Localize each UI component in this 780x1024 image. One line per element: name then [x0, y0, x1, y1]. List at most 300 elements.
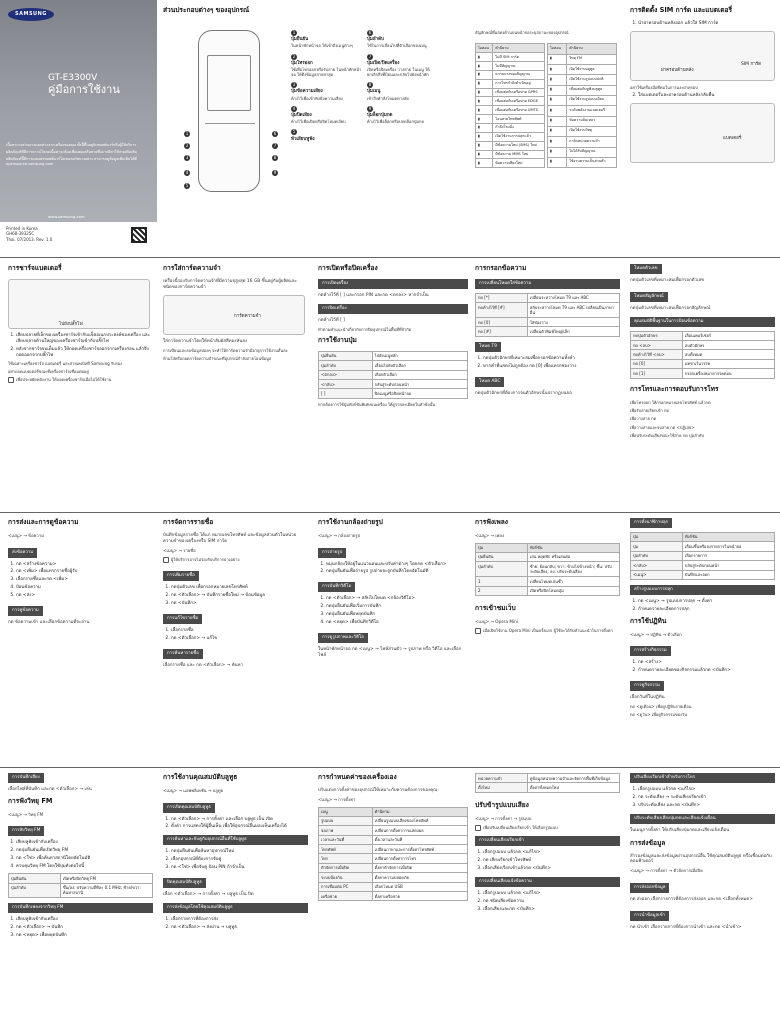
text: 3. กด <ใช่> เพื่อจับคู่ ป้อน PIN ถ้าจำเป็น [171, 865, 308, 871]
text: 1. กด <เมนู> → รูปแบบการปลุก → ตั้งค่า [638, 599, 775, 605]
section-bar: การส่งออกข้อมูล [630, 883, 669, 893]
callout-number: 5 [185, 183, 189, 188]
cover-model: GT-E3300V [48, 73, 98, 83]
text: กด นำเข้า เลือกรายการที่ต้องการนำเข้า และกด <นำเข้า> [630, 924, 742, 930]
text: <เมนู> → Opera Mini [475, 618, 518, 624]
text: โทรศัพท์ [319, 845, 373, 854]
text: 1. กดปุ่มตัวอักษรที่เหมาะสมเพื่อกรอกข้อความทั้งคำ [483, 356, 620, 362]
text: ตั้งค่าเครือข่าย [372, 892, 467, 901]
part-desc: ค้างไว้เพื่อล็อกหรือปลดล็อกปุ่มกด [367, 119, 425, 125]
section-bar: การดูข้อความ [8, 606, 43, 616]
text: มีข้อความ MMS ใหม่ [493, 150, 545, 159]
transfer-title: การส่งข้อมูล [630, 838, 666, 847]
power-on-bar: การเปิดเครื่อง [318, 279, 468, 289]
text: 1. หมุนกล้องให้อยู่ในแนวนอนและปรับค่าต่างๆ โดยกด <ตัวเลือก> [326, 562, 468, 568]
text: ระดับพลังงานแบตเตอรี่ [567, 106, 617, 116]
cover-note: เนื้อหาบางส่วนอาจแตกต่างจากเครื่องของคุณ ทั้งนี้ขึ้นอยู่กับซอฟต์แวร์หรือผู้ให้บริการ [6, 143, 137, 147]
printed-in: Printed in Korea [6, 226, 38, 231]
text: 3. กด <ใช่> เพื่อค้นหาสถานีโดยอัตโนมัติ [16, 856, 153, 862]
text: เล่น หยุดพัก หรือเล่นต่อ [527, 552, 619, 561]
callout-number: 3 [185, 155, 189, 160]
text: หน่วยความจำ [476, 774, 528, 783]
sim-title: การติดตั้ง SIM การ์ด และแบตเตอรี่ [630, 6, 733, 14]
text: กดค้างไว้ที่ [ ] และกรอก PIN และกด <ตกลง> หากจำเป็น [318, 292, 429, 298]
messages-section [8, 518, 150, 629]
qr-code-icon [131, 227, 147, 243]
text: กดค้างไว้ที่ [ ] [318, 317, 345, 323]
text: ไอคอน [476, 44, 493, 53]
manual-cover [0, 0, 157, 253]
charge-title: การชาร์จแบตเตอรี่ [8, 264, 62, 272]
text: <ตกลง> [319, 370, 373, 379]
callout-number: 5 [292, 129, 296, 135]
text: เลือกตัวเลือก [372, 370, 467, 379]
text: เลือกไฟล์ที่บันทึก และกด <ตัวเลือก> → เล่น [8, 786, 92, 792]
text: ระบบป้องกัน [319, 873, 373, 882]
card-figure [163, 295, 305, 335]
calls-title: การโทรและการตอบรับการโทร [630, 384, 719, 393]
text: 2. หลังจากชาร์จจนเต็มแล้ว ให้ถอดเครื่องชาร์จออกจากเครื่องก่อน แล้วจึงถอดออกจากปลั๊กไฟ [16, 347, 150, 359]
cover-print-info [0, 222, 157, 253]
text: <เมนู> → ข้อความ [8, 532, 44, 538]
input-basics-section [630, 264, 775, 441]
text: ความแรงของสัญญาณ [493, 70, 545, 79]
text: การโทรกำลังดำเนินอยู่ [493, 79, 545, 88]
text: คำนิยาม [567, 44, 617, 54]
text: 1. กด <สร้าง> [638, 660, 775, 666]
callout-number: 4 [292, 105, 296, 111]
memory-table [475, 773, 620, 793]
text: ไอคอน [548, 44, 567, 54]
text: ขึ้น/ลง: ปรับความถี่ทีละ 0.1 MHz; ซ้าย/ขวา: ค้นหาสถานี [60, 883, 152, 898]
text: <เมนู> → รายชื่อ [163, 547, 196, 553]
text: กดปุ่มตัวอักษรที่ต้องการจนตัวอักษรนั้นปรากฏบนจอ [475, 390, 572, 396]
text: ฟังก์ชัน [682, 532, 774, 541]
text: จอภาพ [319, 826, 373, 835]
text: สำรองข้อมูลและส่งข้อมูลผ่านอุปกรณ์อื่น ใช้คุณสมบัติบลูทูธ หรือเชื่อมต่อกับคอมพิวเตอร์ [630, 853, 772, 865]
text: ปรับแต่งการตั้งค่าของอุปกรณ์ให้เหมาะกับความต้องการของคุณ [318, 787, 438, 793]
callout-number: 2 [292, 53, 296, 59]
status-icons-section [475, 30, 617, 168]
section-bar: การถ่ายรูป [318, 548, 346, 558]
callout-number: 9 [273, 170, 277, 175]
section-bar: การบันทึกเสียง [8, 773, 44, 783]
text: ทำตามคำแนะนำเกี่ยวกับการปิดอุปกรณ์ในพื้นที่ที่จำกัด [318, 326, 412, 332]
fig-label: SIM การ์ด [741, 61, 762, 67]
part-desc: ในหน้าพักหน้าจอ ให้เข้าถึงเมนูต่างๆ [291, 43, 353, 49]
text: [ ] [319, 389, 373, 398]
part-name: ปุ่มข้อความเสียง [291, 89, 323, 95]
text: ตั้งค่าตัวจัดการเมื่อปิด [372, 863, 467, 872]
text: ห้ามใส่หรือถอดการ์ดความจำขณะที่อุปกรณ์กำลังถ่ายโอนข้อมูล [163, 356, 272, 362]
text: กด ส่งออก เลือกรายการที่ต้องการส่งออก และกด <เลือกทั้งหมด> [630, 897, 753, 902]
part-name: ปุ่มยืนยัน [291, 37, 309, 43]
text: 2. กด <ตัวเลือก> → แก้ไข [171, 636, 305, 642]
text: เปิดใช้งานบลูทูธ [567, 65, 617, 75]
text: 2. กด เสียงเรียกเข้าโทรศัพท์ [483, 858, 620, 864]
text: ใส่การ์ดความจำโดยให้หน้าสัมผัสสีทองหันลง [163, 338, 248, 344]
text: เลือกรายชื่อ และ กด <ตัวเลือก> → ค้นหา [163, 662, 244, 668]
text: 3. เลือกเสียงและกด <บันทึก> [483, 907, 620, 913]
text: ไม่มี SIM การ์ด [493, 53, 545, 62]
data-transfer-section [630, 773, 775, 934]
part-desc: ค้างไว้เพื่อเปิดหรือปิดโหมดเงียบ [291, 119, 346, 125]
text: 2. ตั้งค่า การแสดงให้ผู้อื่นเห็น เพื่อให้อุปกรณ์อื่นมองเห็นเครื่องได้ [171, 824, 308, 830]
fig-label: แบตเตอรี่ [723, 136, 742, 142]
text: เมื่อเปิดใช้งาน Opera Mini เป็นครั้งแรก ผู้ใช้จะได้รับคำแนะนำในการตั้งค่า [483, 628, 613, 634]
text: 2. กำหนดรายละเอียดของกิจกรรมแล้วกด <บันทึก> [638, 668, 775, 674]
phone-keypad [205, 123, 255, 185]
text: 3. ปรับระดับเสียง และกด <บันทึก> [638, 803, 775, 809]
text: การเขียนและลบข้อมูลบ่อยๆ จะทำให้การ์ดความจำมีอายุการใช้งานสั้นลง [163, 347, 288, 353]
text: <เมนู> → แอพพลิเคชัน → บลูทูธ [163, 787, 224, 793]
section-bar: ปรับระดับเสียงเสียงปุ่มกดและเสียงแจ้งเตือน [630, 814, 775, 824]
note: ใช้เฉพาะเครื่องชาร์จ แบตเตอรี่ และสายเคเบิลที่ Samsung รับรอง [8, 360, 123, 366]
text: <เมนู> → เพลง [475, 532, 505, 538]
text: 1. กด <ตัวเลือก> → สลับไปโหมด <กล้องวิดีโอ> [326, 596, 468, 602]
section-bar: การนำข้อมูลเข้า [630, 911, 669, 921]
text: รูปแบบ [319, 816, 373, 825]
text: เปิดใช้งานการปลุกแล้ว [493, 132, 545, 141]
bluetooth-title: การใช้งานคุณสมบัติบลูทูธ [163, 773, 238, 781]
callout-number: 1 [185, 131, 189, 136]
text: ปุ่ม [631, 532, 683, 541]
section-bar: การเปลี่ยนเสียงเรียกเข้า [475, 836, 620, 846]
section-bar: การดูกิจกรรม [630, 681, 664, 691]
text: ซ้าย: ย้อนกลับ; ขวา: ข้ามไปข้างหน้า; ขึ้น: ปรับระดับเสียง; ลง: ปรับระดับเสียง [527, 562, 619, 577]
part-name: หัวเสียบหูฟัง [291, 136, 315, 142]
text: ปุ่ม [631, 542, 683, 551]
part-desc: เข้าถึงคำสั่งโหมดทางลัด [367, 95, 409, 101]
text: 2. กดปุ่มยืนยันเพื่อเริ่มการบันทึก [326, 604, 468, 610]
text: บันทึกข้อมูลรายชื่อ ได้แก่ หมายเลขโทรศัพท์ และข้อมูลส่วนตัวในหน่วยความจำของเครื่องหรือ SIM การ์ด [163, 532, 297, 544]
text: ข้อความเสียงใหม่ [493, 159, 545, 168]
sim-figure [630, 31, 775, 81]
text: ไม่มีสัญญาณ [493, 62, 545, 71]
section-bar: การเปลี่ยนโหมดใส่ข้อความ [475, 279, 620, 289]
phone-screen [207, 55, 251, 111]
text-input-section [475, 264, 620, 399]
text: เปิดใช้งานรูปแบบปกติ [567, 75, 617, 85]
text: ลบตัวอักษร [682, 341, 774, 350]
charger-figure [8, 279, 150, 329]
section-bar: คุณสมบัติพื้นฐานในการป้อนข้อความ [630, 317, 775, 327]
text: ไปยังเมนูหลัก [372, 351, 467, 360]
callout-number: 2 [185, 143, 189, 148]
text: ตั้งค่าความปลอดภัย [372, 873, 467, 882]
callout-number: 8 [368, 82, 372, 88]
section-bar: การบันทึกวิดีโอ [318, 582, 355, 592]
callout-number: 4 [185, 170, 189, 175]
cover-notes [6, 143, 151, 168]
text: 2. กด ระดับเสียง → ระดับเสียงเรียกเข้า [638, 795, 775, 801]
settings-table [318, 807, 468, 902]
card-title: การใส่การ์ดความจำ [163, 264, 221, 272]
text: 1. เลือกรูปแบบ แล้วกด <แก้ไข> [483, 850, 620, 856]
text: 5. กด <ส่ง> [16, 593, 150, 599]
text: ในเมนูการตั้งค่า ให้ปรับเสียงปุ่มกดและเสียงแจ้งเตือน [630, 827, 730, 833]
text: 1. เสียบหูฟังเข้ากับเครื่อง [16, 917, 153, 923]
text: คำนิยาม [372, 807, 467, 816]
text: เปลี่ยนระหว่างโหมด T9 และ ABC [527, 293, 619, 302]
text: 2. หากคำที่แสดงไม่ถูกต้อง กด [0] เพื่อแทรกช่องว่าง [483, 364, 620, 370]
text: ปิดเมนูหรือปิดหน้าจอ [372, 389, 467, 398]
settings-section [318, 773, 468, 901]
text: 3. กด <หยุด> เพื่อหยุดบันทึก [16, 933, 153, 939]
text: สลับระหว่างโหมด T9 และ ABC เปลี่ยนเป็นภาษาอื่น [527, 303, 619, 318]
text: กด [1] [631, 369, 683, 378]
text: ดูข้อมูลหน่วยความจำและจัดการพื้นที่เก็บข้อมูล [527, 774, 619, 783]
text: 2. เลือกอุปกรณ์ที่ต้องการจับคู่ [171, 857, 308, 863]
samsung-logo: SAMSUNG [8, 8, 54, 21]
text: ปุ่มยืนยัน [9, 874, 61, 883]
text: เชื่อมต่อกับเครือข่าย GPRS [493, 88, 545, 97]
text: กดปุ่มตัวเลขที่เหมาะสมเพื่อกรอกสัญลักษณ์ [630, 305, 711, 311]
text: แทรกเว้นวรรค [682, 359, 774, 368]
section-bar: การตั้งนาฬิกาปลุก [630, 518, 672, 528]
text: ปุ่มลำดับ [9, 883, 61, 898]
text: เปลี่ยนรูปแบบเสียงของโทรศัพท์ [372, 816, 467, 825]
cover-title: คู่มือการใช้งาน [48, 83, 120, 96]
text: ไม่ได้รับสัญญาณ [567, 147, 617, 157]
text: เปลี่ยนภาษาและการตั้งค่าโทรศัพท์ [372, 845, 467, 854]
battery-figure [630, 103, 775, 163]
parts-title: ส่วนประกอบต่างๆ ของอุปกรณ์ [163, 6, 250, 14]
text: 1. กด <สร้างข้อความ> [16, 562, 150, 568]
section-bar: การส่งข้อมูลโดยใช้คุณสมบัติบลูทูธ [163, 903, 308, 913]
callout-number: 6 [368, 30, 372, 35]
text: 3. กด <บันทึก> [171, 601, 305, 607]
section-bar: การแก้ไขรายชื่อ [163, 614, 202, 624]
text: กรอกเครื่องหมายวรรคตอน [682, 369, 774, 378]
parts-col1 [291, 30, 363, 148]
icons-legend: สัญลักษณ์ที่แสดงด้านบนหน้าจอระบุสถานะของอุปกรณ์ [475, 30, 569, 35]
cover-note: ผลิตภัณฑ์ที่มีการดาวน์โหลดเนื้อหาจะต้องเชื่อมต่อเครือข่ายซึ่งอาจมีค่าใช้จ่ายเพิ่มเติม [6, 149, 137, 154]
text: มีข้อความใหม่ (SMS) ใหม่ [493, 141, 545, 150]
calendar-title: การใช้ปฏิทิน [630, 616, 667, 625]
text-mode-table [475, 293, 620, 337]
web-title: การเข้าชมเว็บ [475, 603, 516, 612]
fig-label: การ์ดความจำ [234, 313, 261, 319]
text: 4. ควบคุมวิทยุ FM โดยใช้ปุ่มดังต่อไปนี้ [16, 864, 153, 870]
text: เปลี่ยนการตั้งค่าการโทร [372, 854, 467, 863]
contacts-title: การจัดการรายชื่อ [163, 518, 214, 526]
part-name: ปุ่มลำดับ [367, 37, 384, 43]
part-name: ปุ่มเมนู [367, 89, 381, 95]
camera-section [318, 518, 468, 662]
settings-title: การกำหนดค่าของเครื่องเอง [318, 773, 397, 781]
note: อย่าถอดแบตเตอรี่ขณะที่เครื่องชาร์จเชื่อมต่ออยู่ [8, 369, 89, 375]
callout-number: 7 [273, 143, 277, 148]
note-icon [475, 628, 481, 634]
text: เลือกโหมด USB [372, 882, 467, 891]
section-bar: โหมดตัวเลข [630, 264, 662, 274]
text: โอนสายโทรศัพท์ [493, 115, 545, 124]
text: ใส่ช่องว่าง [527, 318, 619, 327]
note-icon [163, 557, 169, 563]
text: เลือก <ตัวเลือก> → การตั้งค่า → บลูทูธ เป็น ปิด [163, 892, 254, 898]
callout-number: 7 [368, 53, 372, 59]
text: กำลังโรมมิ่ง [493, 123, 545, 132]
section-bar: สร้างรูปแบบการปลุก [630, 585, 775, 595]
text: <กลับ> [319, 380, 373, 389]
callout-number: 9 [368, 105, 372, 111]
part-desc: ใช้เพื่อโทรออกหรือรับสาย ในหน้าพักหน้าจอ ให้ดึงข้อมูลสายล่าสุด [291, 66, 362, 78]
text: กดค้างไว้ที่ [#] [476, 303, 528, 318]
section-bar: ปรับเสียงเรียกเข้าสำหรับการโทร [630, 773, 775, 783]
text: เชื่อมต่อกับหูฟังบลูทูธ [567, 85, 617, 95]
callout-number: 6 [273, 131, 277, 136]
part-desc: ค้างไว้เพื่อเข้าฟังข้อความเสียง [291, 95, 343, 101]
text: ในหน้าพักหน้าจอ กด <เมนู> → ไฟล์ส่วนตัว → รูปภาพ หรือ วิดีโอ และเลือกไฟล์ [318, 647, 462, 658]
text: 1. เสียบหูฟังเข้ากับเครื่อง [16, 840, 153, 846]
text: เลือกรายการ [682, 551, 774, 560]
text: 2. กด <ตัวเลือก> → บันทึกรายชื่อใหม่ → ป้อนข้อมูล [171, 593, 305, 599]
section-bar: ส่งข้อความ [8, 548, 37, 558]
text: กดปุ่มตัวเลขที่เหมาะสมเพื่อกรอกตัวเลข [630, 277, 705, 283]
text: ข้อความล้มเหลว [567, 116, 617, 126]
icon-table-2: ไอคอน คำนิยาม ▮ วิทยุ FM ▮ เปิดใช้งานบลูทูธ ▮ เปิดใช้งานรูปแบบปกติ ▮ เชื่อมต่อกับหูฟังบลูทูธ ▮ เปิดใช้งานรูปแบบเงียบ ▮ ระดับพลังงานแบตเตอรี่ ▮ ข้อความล้มเหลว ▮ เปิดใช้งานวิทยุ ▮ การ์ดหน่วยความจำ ▮ ไม่ได้รับสัญญาณ ▮ ใช้งานความเป็นส่วนตัว [547, 43, 617, 168]
text: <เมนู> → การตั้งค่า → รูปแบบ [475, 815, 532, 821]
text: 3. เลือกรายชื่อและกด <เพิ่ม> [16, 577, 150, 583]
text: เวลาและวันที่ [319, 835, 373, 844]
fm-title: การฟังวิทยุ FM [8, 796, 53, 805]
text: การ์ดหน่วยความจำ [567, 137, 617, 147]
text: 1. กดปุ่มตัวเลข เพื่อกรอกหมายเลขโทรศัพท์ [171, 585, 305, 591]
text: ปุ่มลำดับ [476, 562, 528, 577]
cover-website[interactable]: www.samsung.com [48, 214, 85, 219]
text: กด ข้อความเข้า และเลือกข้อความที่จะอ่าน [8, 620, 90, 626]
text: <เมนู> [631, 570, 683, 579]
bluetooth-section [163, 773, 308, 933]
note-icon [475, 825, 481, 831]
text: กด <ดูวัน> เพื่อดูกิจกรรมของวัน [630, 712, 688, 718]
text: 2. กด <ตัวเลือก> → ส่งผ่าน → บลูทูธ [171, 925, 308, 931]
text: <เมนู> → วิทยุ FM [8, 811, 44, 817]
contacts-section [163, 518, 305, 672]
section-bar: การบันทึกเพลงจากวิทยุ FM [8, 903, 153, 913]
section-bar: การค้นหารายชื่อ [163, 649, 203, 659]
text: <เมนู> → การตั้งค่า [318, 796, 356, 802]
power-section [318, 264, 468, 410]
text: เพื่อปรับระดับเสียงขณะใช้สาย กด ปุ่มลำดับ [630, 433, 705, 439]
text: ฟังก์ชัน [527, 543, 619, 552]
text: 2 [476, 586, 528, 595]
text: กด [0] [631, 359, 683, 368]
phone-illustration [198, 30, 260, 192]
keys-title: การใช้งานปุ่ม [318, 336, 357, 345]
section-bar: การเพิ่มรายชื่อ [163, 571, 199, 581]
cover-note: ผลิตภัณฑ์นี้มีการเผยแพร่ซอฟต์แวร์โอเพนซอร์สบางอย่าง สามารถดูข้อมูลเพิ่มเติมได้ที่ opensource.samsung.com [6, 156, 137, 166]
text: 2. กดปุ่มยืนยันเพื่อถ่ายรูป รูปถ่ายจะถูกบันทึกโดยอัตโนมัติ [326, 569, 468, 575]
text: กด [0] [476, 318, 528, 327]
text: เปลี่ยนโหมดเล่นซ้ำ [527, 577, 619, 586]
text: กลับสู่ระดับก่อนหน้า [372, 380, 467, 389]
part-name: ปุ่มโทรออก [291, 60, 313, 66]
text: เปิดใช้งานวิทยุ [567, 126, 617, 136]
text: หากต้องการใช้ปุ่มฟังก์ชันพิเศษบนเครื่อง ให้ดูรายละเอียดในหัวข้อนั้น [318, 401, 436, 407]
text: เชื่อมต่อกับเครือข่าย UMTS [493, 106, 545, 115]
text: ปุ่ม [476, 543, 528, 552]
text: เพื่อประหยัดพลังงาน ให้ถอดเครื่องชาร์จเมื่อไม่ได้ใช้งาน [16, 377, 112, 383]
text: กดค้างไว้ที่ <ลบ> [631, 350, 683, 359]
text: เพื่อปรับเปลี่ยนเสียงเรียกเข้า ให้เลือกรูปแบบ [483, 825, 558, 831]
text: เพื่อวางสายและจบสาย กด <ปฏิเสธ> [630, 424, 695, 430]
text: ตั้งเวลาและวันที่ [372, 835, 467, 844]
text: เปิดหรือปิดโหมดสุ่ม [527, 586, 619, 595]
print-code: GH68-39325C [6, 231, 35, 237]
text: โทร [319, 854, 373, 863]
text: 1. เลือกรายชื่อ [171, 628, 305, 634]
music-title: การฟังเพลง [475, 518, 508, 526]
text: วิทยุ FM [567, 54, 617, 64]
fig-label: ฝาครอบด้านหลัง [661, 67, 694, 73]
print-edition: Thai. 07/2013. Rev. 1.0 [6, 236, 53, 242]
section-bar: การเปลี่ยนเสียงแจ้งข้อความ [475, 877, 620, 887]
fm-radio-section [8, 773, 153, 941]
text: กด <ดูเดือน> เพื่อดูปฏิทินรายเดือน [630, 703, 692, 709]
text: ปุ่มลำดับ [631, 551, 683, 560]
text: 1. เลือกรายการที่ต้องการส่ง [171, 917, 308, 923]
text-title: การกรอกข้อความ [475, 264, 527, 272]
input-basics-table [630, 331, 775, 379]
text: ตั้งใหม่ [476, 783, 528, 792]
text: ใช้งานความเป็นส่วนตัว [567, 157, 617, 167]
charge-section [8, 264, 150, 386]
text: 1. กด <ตัวเลือก> → การตั้งค่า และเลือก บลูทูธ เป็น เปิด [171, 817, 308, 823]
section-bar: โหมดสัญลักษณ์ [630, 292, 668, 302]
text: 1. กดปุ่มยืนยันเพื่อค้นหาอุปกรณ์ใหม่ [171, 849, 308, 855]
text: ตัวจัดการเมื่อปิด [319, 863, 373, 872]
text: 4. ป้อนข้อความ [16, 585, 150, 591]
text: เลื่อนไปยังตัวเลือก [372, 361, 467, 370]
text: ปุ่มยืนยัน [319, 351, 373, 360]
section-bar: การฟังวิทยุ FM [8, 826, 44, 836]
part-name: ปุ่มเปิด/ปิดเครื่อง [367, 60, 400, 66]
power-title: การเปิดหรือปิดเครื่อง [318, 264, 378, 272]
sim-section [630, 6, 775, 163]
text: 1 [476, 577, 528, 586]
part-desc: เปิดหรือปิดเครื่อง วางสาย ในเมนู ให้ยกเลิกสิ่งที่ป้อนและกลับไปยังหน้าพัก [367, 66, 430, 78]
text: เครือข่าย [319, 892, 373, 901]
icon-table-1: ไอคอน คำนิยาม ▮ ไม่มี SIM การ์ด ▮ ไม่มีสัญญาณ ▮ ความแรงของสัญญาณ ▮ การโทรกำลังดำเนินอยู่ ▮ เชื่อมต่อกับเครือข่าย GPRS ▮ เชื่อมต่อกับเครือข่าย EDGE ▮ เชื่อมต่อกับเครือข่าย UMTS ▮ โอนสายโทรศัพท์ ▮ กำลังโรมมิ่ง ▮ เปิดใช้งานการปลุกแล้ว ▮ มีข้อความใหม่ (SMS) ใหม่ ▮ มีข้อความ MMS ใหม่ ▮ ข้อความเสียงใหม่ [475, 43, 545, 168]
text: <กลับ> [631, 561, 683, 570]
section-bar: การสร้างกิจกรรม [630, 646, 671, 656]
callout-number: 3 [292, 82, 296, 88]
section-bar: ปิดคุณสมบัติบลูทูธ [163, 878, 206, 888]
text: กลับสู่ระดับก่อนหน้า [682, 561, 774, 570]
text: 1. เลือกรูปแบบ แล้วกด <แก้ไข> [638, 787, 775, 793]
text: <เมนู> → กล้องถ่ายรูป [318, 532, 361, 538]
text: เลื่อนเคอร์เซอร์ [682, 331, 774, 340]
text: ผู้ให้บริการอาจไม่รองรับบริการบางอย่าง [171, 557, 240, 563]
callout-number: 8 [273, 155, 277, 160]
text: 1. เลือกรูปแบบ แล้วกด <แก้ไข> [483, 891, 620, 897]
text: 2. กด <ตัวเลือก> → บันทึก [16, 925, 153, 931]
text: กด [*] [476, 293, 528, 302]
camera-title: การใช้งานกล้องถ่ายรูป [318, 518, 383, 526]
fig-label: ไปยังปลั๊กไฟ [59, 321, 83, 327]
profiles-title: ปรับข้ารูปแบบเสียง [475, 800, 529, 809]
text: 2. กด <เพิ่ม> เพื่อแทรกรายชื่อผู้รับ [16, 569, 150, 575]
part-desc: ใช้ในการเลื่อนไปที่ตัวเลือกของเมนู [367, 43, 427, 49]
text: เครื่องนี้รองรับการ์ดความจำที่มีความจุสูงสุด 16 GB ขึ้นอยู่กับผู้ผลิตและชนิดของการ์ดความจำ [163, 278, 297, 290]
text: <เมนู> → การตั้งค่า → ตัวจัดการเมื่อปิด [630, 868, 703, 874]
text: 2. กด ชนิดเสียงข้อความ [483, 899, 620, 905]
text: 1. เสียบปลายที่เล็กของเครื่องชาร์จเข้ากับแจ็คอเนกประสงค์ของเครื่อง และเสียบปลายด้านใหญ่ของเครื่องชาร์จเข้ากับปลั๊กไฟ [16, 333, 150, 345]
text: ปุ่มยืนยัน [476, 552, 528, 561]
sim-note: อย่าใช้เครื่องมือที่คมในการแงะฝาครอบ [630, 84, 698, 90]
